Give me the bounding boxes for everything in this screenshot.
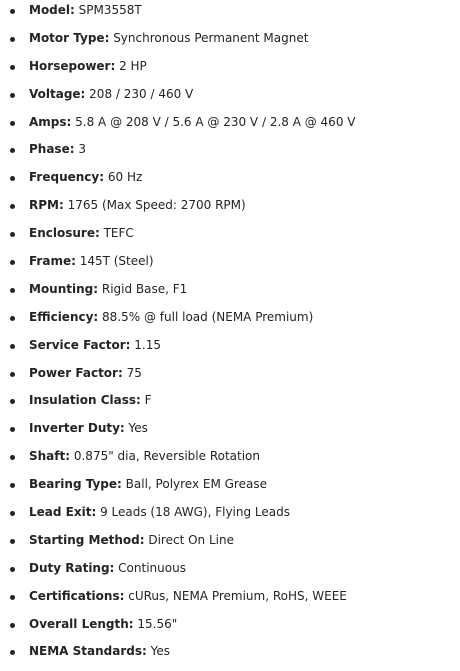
spec-value: Continuous — [114, 560, 186, 575]
spec-label: Insulation Class: — [29, 393, 141, 408]
spec-item — [0, 0, 460, 25]
spec-label: Voltage: — [29, 86, 86, 101]
spec-value: cURus, NEMA Premium, RoHS, WEEE — [124, 588, 347, 603]
spec-item — [0, 304, 460, 332]
spec-label: Bearing Type: — [29, 477, 122, 492]
bullet-icon — [10, 483, 15, 488]
spec-label: Service Factor: — [29, 337, 131, 352]
spec-value: 5.8 A @ 208 V / 5.6 A @ 230 V / 2.8 A @ 460 V — [71, 114, 356, 129]
bullet-icon — [10, 595, 15, 600]
bullet-icon — [10, 37, 15, 42]
spec-label: Motor Type: — [29, 30, 110, 45]
spec-label: Overall Length: — [29, 616, 134, 631]
bullet-icon — [10, 65, 15, 70]
spec-value: Yes — [124, 421, 148, 436]
bullet-icon — [10, 232, 15, 237]
spec-item — [0, 415, 460, 443]
bullet-icon — [10, 399, 15, 404]
bullet-icon — [10, 344, 15, 349]
spec-item — [0, 332, 460, 360]
bullet-icon — [10, 316, 15, 321]
spec-label: Shaft: — [29, 449, 71, 464]
spec-label: Inverter Duty: — [29, 421, 125, 436]
spec-value: 88.5% @ full load (NEMA Premium) — [98, 309, 314, 324]
spec-item — [0, 220, 460, 248]
bullet-icon — [10, 427, 15, 432]
spec-label: Frequency: — [29, 170, 105, 185]
bullet-icon — [10, 93, 15, 98]
spec-label: Duty Rating: — [29, 560, 115, 575]
spec-item — [0, 583, 460, 611]
spec-label: Phase: — [29, 142, 75, 157]
spec-value: 15.56" — [133, 616, 178, 631]
bullet-icon — [10, 9, 15, 14]
spec-item — [0, 443, 460, 471]
spec-label: RPM: — [29, 198, 64, 213]
spec-value: 75 — [122, 365, 142, 380]
spec-item — [0, 555, 460, 583]
spec-value: Ball, Polyrex EM Grease — [121, 477, 267, 492]
spec-value: 1.15 — [130, 337, 162, 352]
bullet-icon — [10, 511, 15, 516]
spec-value: 145T (Steel) — [75, 254, 154, 269]
spec-item — [0, 499, 460, 527]
bullet-icon — [10, 288, 15, 293]
spec-value: 2 HP — [115, 58, 147, 73]
bullet-icon — [10, 204, 15, 209]
bullet-icon — [10, 455, 15, 460]
spec-value: SPM3558T — [74, 3, 142, 17]
spec-item — [0, 136, 460, 164]
spec-label: Enclosure: — [29, 226, 100, 241]
bullet-icon — [10, 567, 15, 572]
spec-item — [0, 248, 460, 276]
bullet-icon — [10, 176, 15, 181]
spec-label: Power Factor: — [29, 365, 123, 380]
bullet-icon — [10, 650, 15, 655]
spec-item — [0, 25, 460, 53]
spec-item — [0, 192, 460, 220]
spec-value: Direct On Line — [144, 532, 234, 547]
bullet-icon — [10, 121, 15, 126]
bullet-icon — [10, 260, 15, 265]
spec-item — [0, 611, 460, 639]
spec-value: TEFC — [99, 226, 134, 241]
spec-value: Yes — [146, 644, 170, 659]
spec-item — [0, 638, 460, 666]
spec-label: Starting Method: — [29, 532, 145, 547]
spec-label: Horsepower: — [29, 58, 116, 73]
bullet-icon — [10, 148, 15, 153]
spec-label: Frame: — [29, 254, 76, 269]
spec-value: 60 Hz — [104, 170, 143, 185]
spec-label: Mounting: — [29, 281, 99, 296]
bullet-icon — [10, 372, 15, 377]
spec-item — [0, 109, 460, 137]
spec-label: NEMA Standards: — [29, 644, 147, 659]
spec-item — [0, 164, 460, 192]
spec-value: 208 / 230 / 460 V — [85, 86, 194, 101]
spec-label: Efficiency: — [29, 309, 99, 324]
spec-value: Rigid Base, F1 — [98, 281, 188, 296]
spec-item — [0, 360, 460, 388]
bullet-icon — [10, 623, 15, 628]
spec-value: 3 — [74, 142, 86, 157]
spec-item — [0, 387, 460, 415]
spec-value: 1765 (Max Speed: 2700 RPM) — [63, 198, 246, 213]
spec-item — [0, 53, 460, 81]
spec-label: Amps: — [29, 114, 72, 129]
spec-value: 9 Leads (18 AWG), Flying Leads — [96, 505, 290, 520]
spec-value: 0.875" dia, Reversible Rotation — [70, 449, 261, 464]
spec-label: Lead Exit: — [29, 505, 97, 520]
spec-item — [0, 276, 460, 304]
spec-value: Synchronous Permanent Magnet — [109, 30, 309, 45]
bullet-icon — [10, 539, 15, 544]
spec-item — [0, 81, 460, 109]
spec-label: Model: — [29, 3, 75, 17]
spec-value: F — [140, 393, 152, 408]
spec-item — [0, 527, 460, 555]
spec-label: Certifications: — [29, 588, 125, 603]
spec-item — [0, 471, 460, 499]
